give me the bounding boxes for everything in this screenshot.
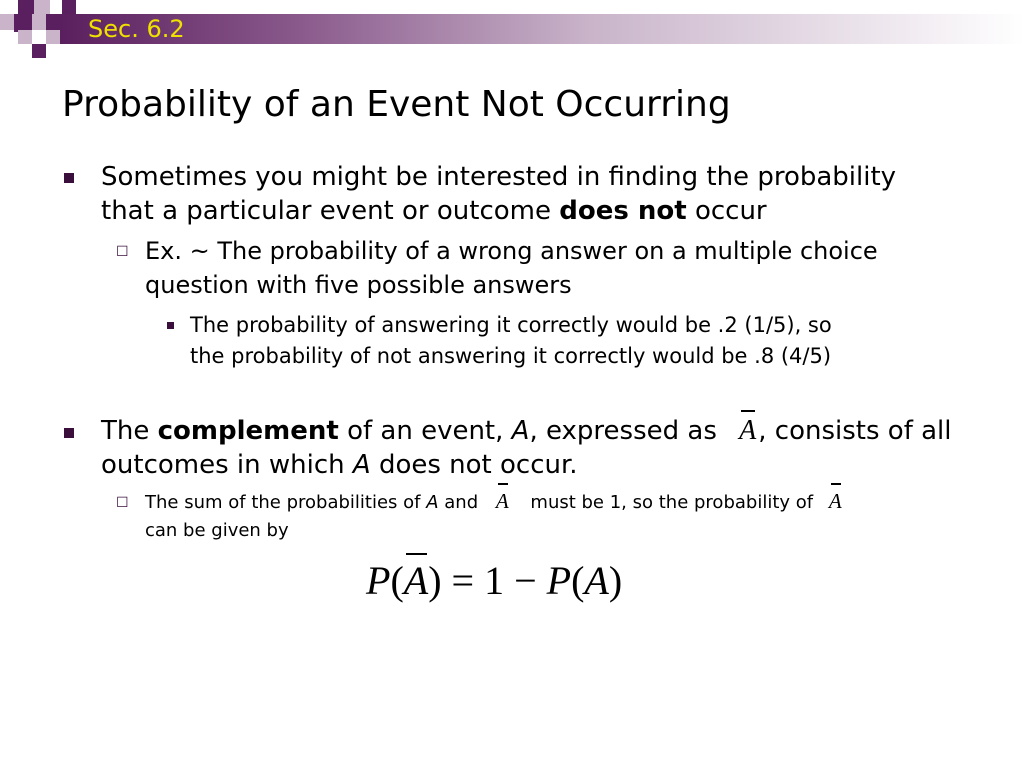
decor-square bbox=[34, 0, 50, 14]
hollow-square-icon: ☐ bbox=[116, 244, 129, 260]
decor-square bbox=[18, 30, 32, 44]
header-banner bbox=[60, 14, 1024, 44]
hollow-square-icon: ☐ bbox=[116, 495, 129, 511]
sub-bullet-text: Ex. ~ The probability of a wrong answer on a multiple choice question with five possible answers bbox=[145, 237, 878, 299]
decor-square bbox=[62, 0, 76, 14]
decor-square bbox=[46, 30, 60, 44]
decor-square bbox=[18, 0, 34, 14]
slide-title: Probability of an Event Not Occurring bbox=[62, 84, 731, 125]
bullet-text: Sometimes you might be interested in finding the probability that a particular event or outcome does not occur bbox=[101, 162, 897, 226]
complement-formula: P(A) = 1 − P(A) bbox=[366, 558, 623, 603]
section-label: Sec. 6.2 bbox=[88, 15, 185, 43]
bullet-square-icon bbox=[167, 322, 174, 329]
sub-sub-bullet-text: The probability of answering it correctly would be .2 (1/5), so the probability of not answering it correctly would be .8 (4/5) bbox=[190, 313, 832, 368]
bullet-square-icon bbox=[64, 428, 74, 438]
bullet-square-icon bbox=[64, 173, 74, 183]
decor-square bbox=[0, 14, 14, 30]
bullet-text: The complement of an event, A, expressed as A, consists of all outcomes in which A does not occur. bbox=[101, 415, 952, 480]
decor-square bbox=[46, 14, 62, 30]
sub-bullet-text: The sum of the probabilities of A and A must be 1, so the probability of A can be given by bbox=[145, 489, 842, 541]
decor-square bbox=[32, 44, 46, 58]
decor-square bbox=[32, 14, 46, 30]
